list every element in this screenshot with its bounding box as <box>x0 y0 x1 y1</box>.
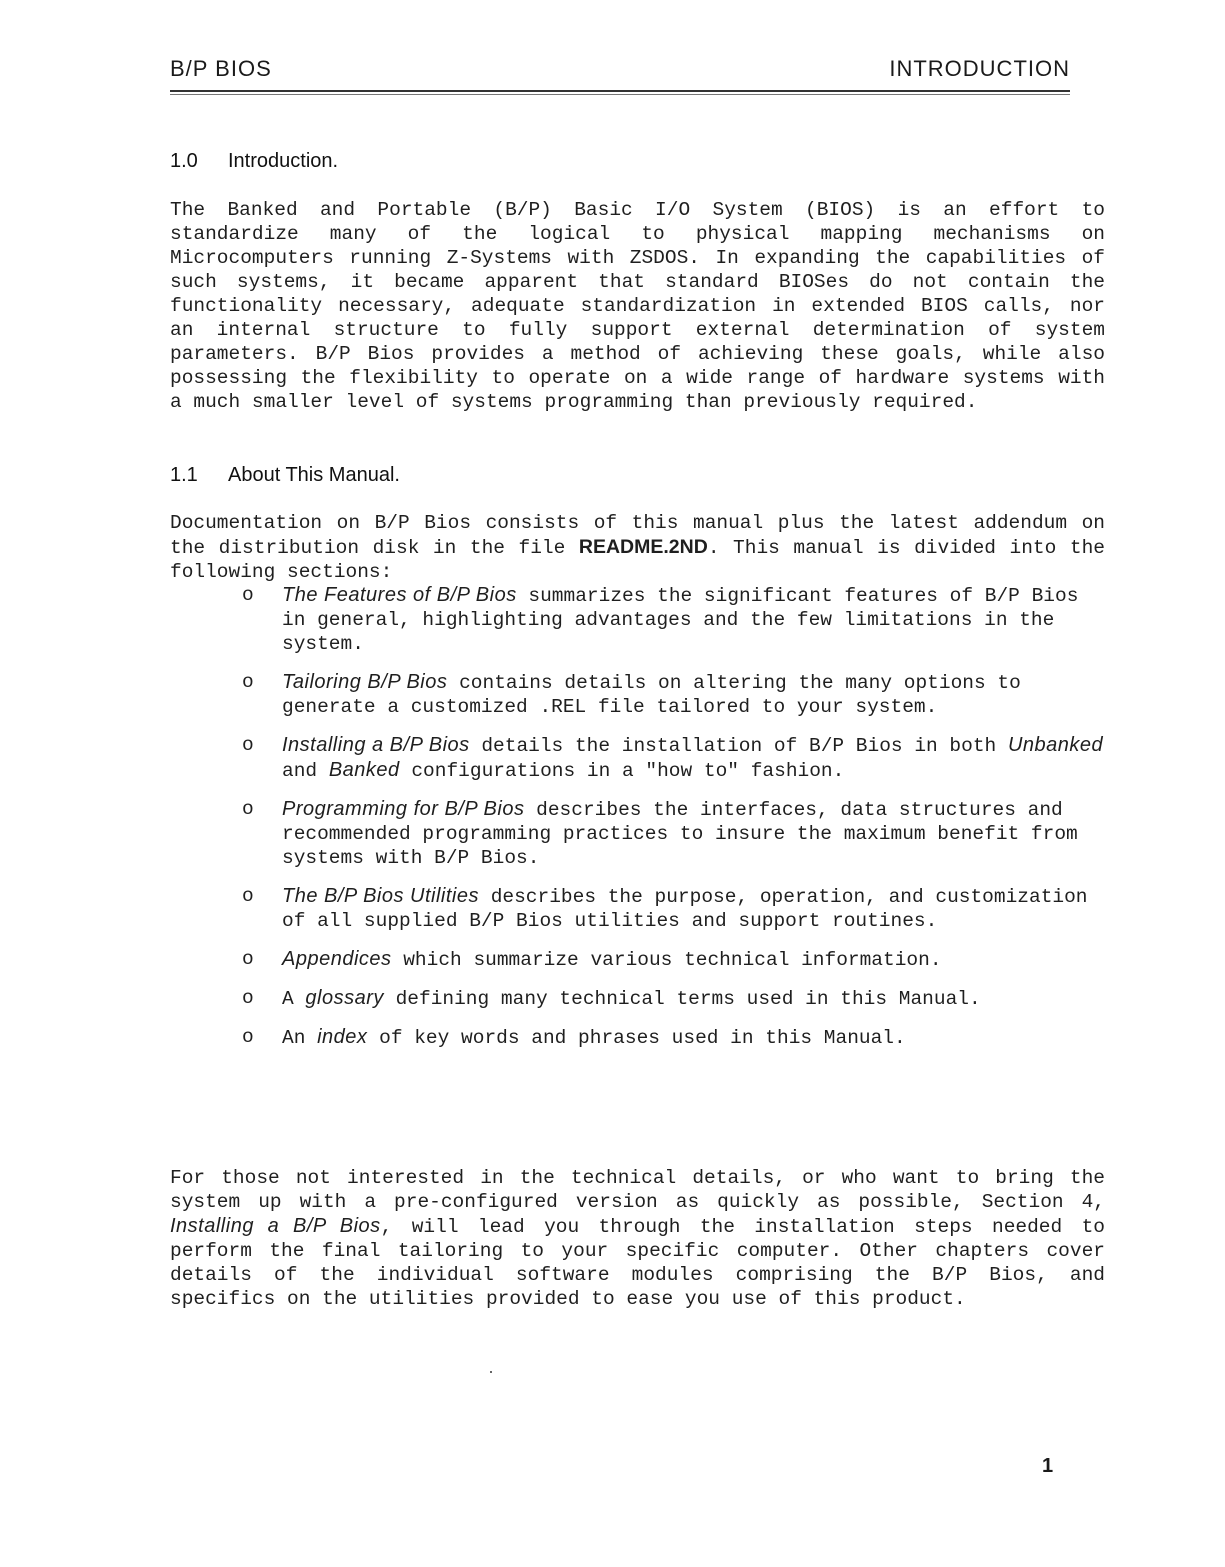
readme-filename: README.2ND <box>578 536 708 558</box>
about-text-after: . This manual is divided into the following sections: <box>170 537 1105 583</box>
list-item <box>170 986 1105 1011</box>
sections-list <box>170 583 1105 1064</box>
list-item <box>170 947 1105 972</box>
section-heading-introduction <box>170 150 338 173</box>
list-item <box>170 583 1105 656</box>
section-number: 1.0 <box>170 150 198 172</box>
unbanked-term: Unbanked <box>1007 734 1104 756</box>
header-rule-thin <box>170 94 1070 95</box>
header-title: B/P BIOS <box>170 56 272 81</box>
item-title: glossary <box>305 987 384 1009</box>
closing-text-before: For those not interested in the technical details, or who want to bring the system up with a pre-configured version as quickly as possible, Section 4, <box>170 1167 1105 1213</box>
bullet-marker: o <box>242 987 254 1009</box>
item-title: Programming for B/P Bios <box>282 798 525 820</box>
item-title: The B/P Bios Utilities <box>282 885 479 907</box>
about-paragraph <box>170 511 1105 584</box>
item-text: describes the purpose, operation, and customization of all supplied B/P Bios utilities and support routines. <box>282 886 1088 932</box>
list-item <box>170 884 1105 933</box>
list-item <box>170 733 1105 783</box>
banked-term: Banked <box>328 759 400 781</box>
list-item <box>170 797 1105 870</box>
item-text: describes the interfaces, data structures and recommended programming practices to insure the maximum benefit from systems with B/P Bios. <box>282 799 1078 869</box>
and-word: and <box>282 760 329 782</box>
header-rule <box>170 90 1070 92</box>
item-text: details the installation of B/P Bios in both <box>469 735 1008 757</box>
bullet-marker: o <box>242 798 254 820</box>
bullet-marker: o <box>242 584 254 606</box>
item-prefix: A <box>282 988 306 1010</box>
section-number: 1.1 <box>170 464 198 486</box>
section-title: Introduction. <box>228 150 339 172</box>
bullet-marker: o <box>242 734 254 756</box>
running-header <box>170 56 1070 86</box>
item-prefix: An <box>282 1027 318 1049</box>
item-title: Installing a B/P Bios <box>282 734 470 756</box>
item-title: index <box>317 1026 368 1048</box>
item-text-end: configurations in a "how to" fashion. <box>399 760 845 782</box>
bullet-marker: o <box>242 671 254 693</box>
section-title: About This Manual. <box>228 464 400 486</box>
item-text: contains details on altering the many options to generate a customized .REL file tailored to your system. <box>282 672 1021 718</box>
header-chapter: INTRODUCTION <box>889 56 1070 81</box>
scan-speck <box>490 1371 492 1373</box>
section-heading-about-manual <box>170 464 400 487</box>
page-number: 1 <box>1042 1455 1054 1477</box>
closing-text-after: , will lead you through the installation steps needed to perform the final tailoring to your specific computer. Other chapters cover details of the individual software modules comprising the B/P Bios, and specifics on the utilities provided to ease you use of this product. <box>170 1216 1105 1310</box>
item-text: which summarize various technical information. <box>391 949 942 971</box>
item-title: Tailoring B/P Bios <box>282 671 448 693</box>
item-text: summarizes the significant features of B/P Bios in general, highlighting advantages and the few limitations in the system. <box>282 585 1079 655</box>
item-title: The Features of B/P Bios <box>282 584 517 606</box>
section-reference: Installing a B/P Bios <box>170 1215 381 1237</box>
bullet-marker: o <box>242 885 254 907</box>
list-item <box>170 1025 1105 1050</box>
bullet-marker: o <box>242 948 254 970</box>
about-text-before: Documentation on B/P Bios consists of this manual plus the latest addendum on the distribution disk in the file <box>170 512 1105 559</box>
item-title: Appendices <box>282 948 392 970</box>
bullet-marker: o <box>242 1026 254 1048</box>
closing-paragraph <box>170 1166 1105 1311</box>
item-text: defining many technical terms used in this Manual. <box>383 988 981 1010</box>
item-text: of key words and phrases used in this Manual. <box>367 1027 906 1049</box>
list-item <box>170 670 1105 719</box>
intro-paragraph: The Banked and Portable (B/P) Basic I/O System (BIOS) is an effort to standardize many of the logical to physical mapping mechanisms on Microcomputers running Z-Systems with ZSDOS. In expanding the capabilities of such systems, it became apparent that standard BIOSes do not contain the functionality necessary, adequate standardization in extended BIOS calls, nor an internal structure to fully support external determination of system parameters. B/P Bios provides a method of achieving these goals, while also possessing the flexibility to operate on a wide range of hardware systems with a much smaller level of systems programming than previously required. <box>170 199 1105 413</box>
